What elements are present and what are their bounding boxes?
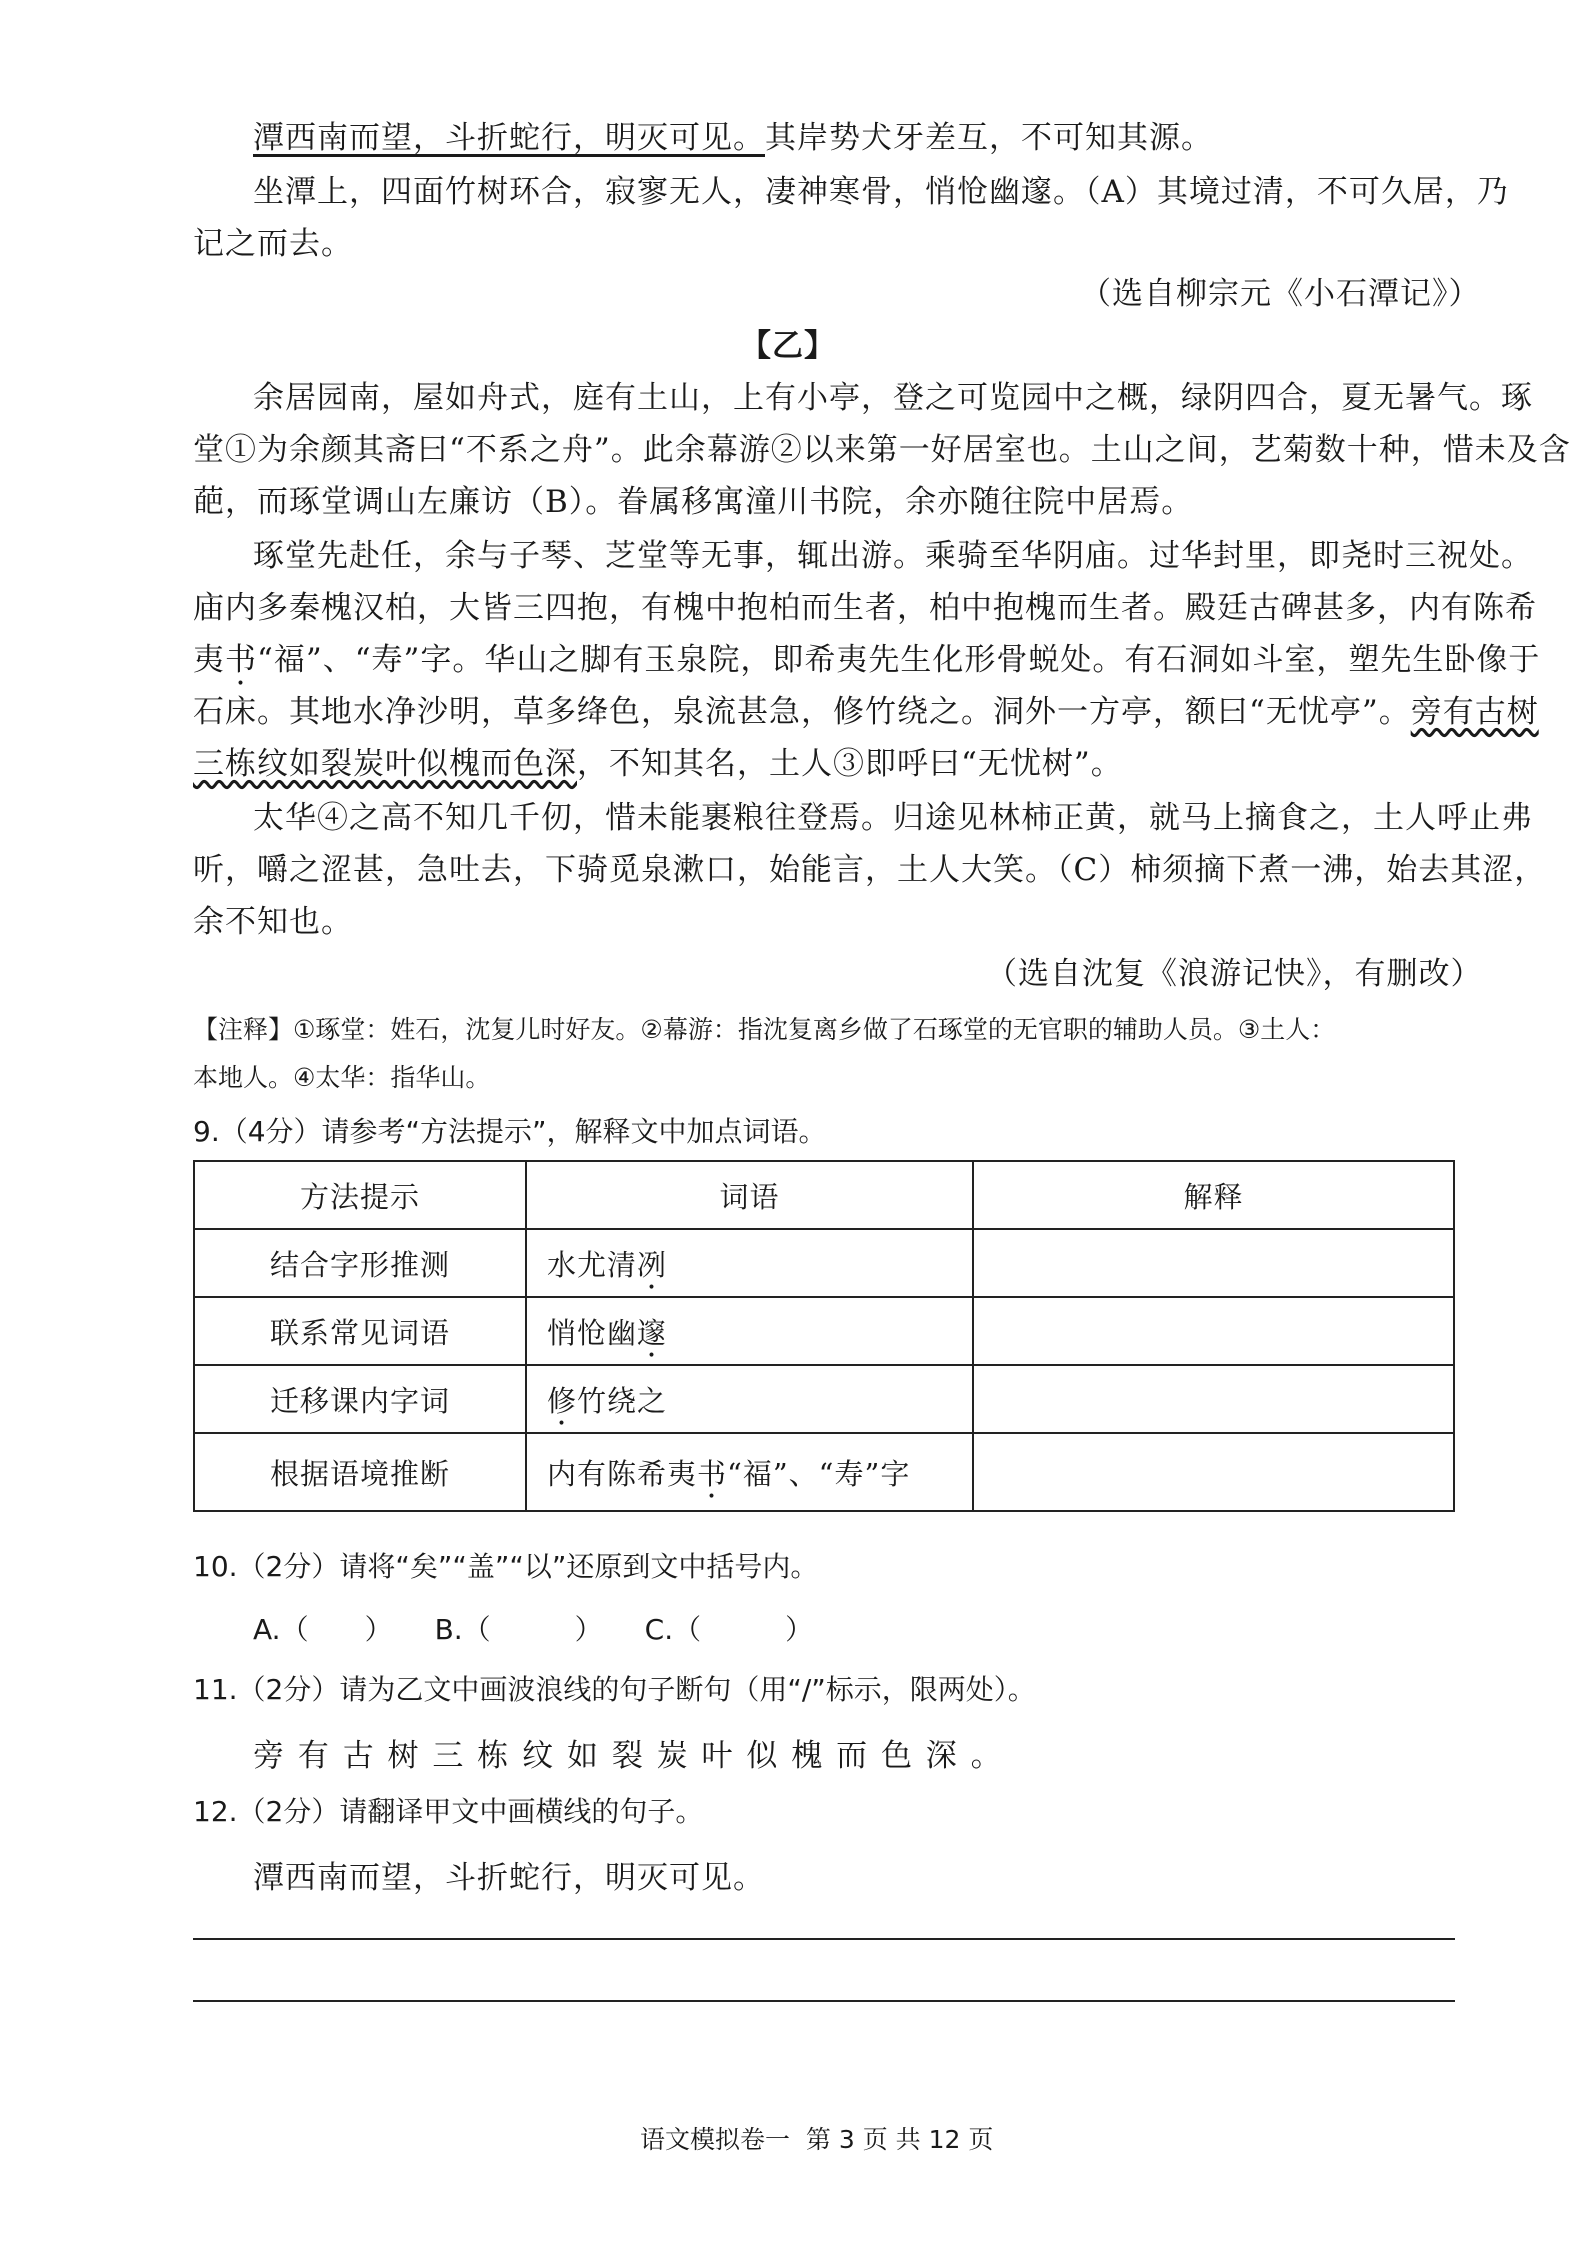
header-term: 词语 bbox=[526, 1161, 973, 1229]
yi-p2-line4 bbox=[193, 686, 1539, 731]
notes-line1: 【注释】①琢堂：姓石，沈复儿时好友。②幕游：指沈复离乡做了石琢堂的无官职的辅助人员。③土人： bbox=[193, 1015, 1336, 1044]
answer-line-1[interactable] bbox=[193, 1938, 1455, 1940]
jia-p2-line1: 坐潭上，四面竹树环合，寂寥无人，凄神寒骨，悄怆幽邃。（A）其境过清，不可久居，乃 bbox=[253, 174, 1509, 210]
term-text: 悄怆幽 bbox=[547, 1315, 638, 1350]
term-text: “福”、“寿”字 bbox=[727, 1456, 911, 1491]
answer-cell[interactable] bbox=[973, 1297, 1454, 1365]
answer-line-2[interactable] bbox=[193, 2000, 1455, 2002]
answer-cell[interactable] bbox=[973, 1229, 1454, 1297]
dotted-term: 修 bbox=[547, 1383, 578, 1418]
q10-prompt: 10.（2分）请将“矣”“盖”“以”还原到文中括号内。 bbox=[193, 1550, 819, 1583]
page-footer: 语文模拟卷一 第 3 页 共 12 页 bbox=[640, 2125, 994, 2154]
method-cell: 根据语境推断 bbox=[194, 1433, 526, 1511]
yi-text-segment: ，不知其名，土人③即呼曰“无忧树”。 bbox=[577, 746, 1123, 782]
jia-source: （选自柳宗元《小石潭记》） bbox=[1080, 276, 1481, 312]
yi-p1-line2: 堂①为余颜其斋曰“不系之舟”。此余幕游②以来第一好居室也。土山之间，艺菊数十种，惜未及含 bbox=[193, 432, 1571, 468]
yi-p1-line3: 葩，而琢堂调山左廉访（B）。眷属移寓潼川书院，余亦随往院中居焉。 bbox=[193, 484, 1194, 520]
yi-heading: 【乙】 bbox=[740, 328, 836, 364]
wavy-sentence-part1: 旁有古树 bbox=[1410, 694, 1539, 730]
wavy-sentence-part2: 三栋纹如裂炭叶似槐而色深 bbox=[193, 746, 577, 782]
q10-options: A.（ ） B.（ ） C.（ ） bbox=[253, 1613, 814, 1646]
term-text: 水尤清 bbox=[547, 1247, 638, 1282]
dotted-term: 书 bbox=[697, 1456, 728, 1491]
yi-p3-line3: 余不知也。 bbox=[193, 904, 353, 940]
yi-p3-line1: 太华④之高不知几千仞，惜未能裹粮往登焉。归途见林柿正黄，就马上摘食之，土人呼止弗 bbox=[253, 800, 1533, 836]
q9-prompt: 9.（4分）请参考“方法提示”，解释文中加点词语。 bbox=[193, 1115, 827, 1148]
jia-underlined-sentence: 潭西南而望，斗折蛇行，明灭可见。 bbox=[253, 120, 765, 156]
q12-prompt: 12.（2分）请翻译甲文中画横线的句子。 bbox=[193, 1795, 704, 1828]
term-text: 内有陈希夷 bbox=[547, 1456, 698, 1491]
yi-source: （选自沈复《浪游记快》，有删改） bbox=[986, 956, 1483, 992]
jia-p1-rest: 其岸势犬牙差互，不可知其源。 bbox=[765, 120, 1213, 156]
vocab-table bbox=[193, 1160, 1455, 1512]
yi-p2-line5 bbox=[193, 738, 1123, 783]
yi-text-segment: “福”、“寿”字。华山之脚有玉泉院，即希夷先生化形骨蜕处。有石洞如斗室，塑先生卧像于 bbox=[257, 642, 1541, 678]
yi-p2-line2: 庙内多秦槐汉柏，大皆三四抱，有槐中抱柏而生者，柏中抱槐而生者。殿廷古碑甚多，内有陈希 bbox=[193, 590, 1537, 626]
q11-sentence: 旁 有 古 树 三 栋 纹 如 裂 炭 叶 似 槐 而 色 深 。 bbox=[253, 1738, 1004, 1774]
term-cell bbox=[526, 1297, 973, 1365]
table-row bbox=[194, 1433, 1454, 1511]
dotted-term: 冽 bbox=[637, 1247, 668, 1282]
term-cell bbox=[526, 1365, 973, 1433]
term-cell bbox=[526, 1433, 973, 1511]
term-text: 竹绕之 bbox=[577, 1383, 668, 1418]
method-cell: 联系常见词语 bbox=[194, 1297, 526, 1365]
yi-p2-line3 bbox=[193, 634, 1540, 679]
table-row bbox=[194, 1365, 1454, 1433]
method-cell: 迁移课内字词 bbox=[194, 1365, 526, 1433]
yi-text-segment: 石床。其地水净沙明，草多绛色，泉流甚急，修竹绕之。洞外一方亭，额曰“无忧亭”。 bbox=[193, 694, 1411, 730]
notes-line2: 本地人。④太华：指华山。 bbox=[193, 1063, 491, 1092]
term-cell bbox=[526, 1229, 973, 1297]
dotted-word-shu: 书 bbox=[225, 642, 257, 678]
yi-p1-line1: 余居园南，屋如舟式，庭有土山，上有小亭，登之可览园中之概，绿阴四合，夏无暑气。琢 bbox=[253, 380, 1533, 416]
answer-cell[interactable] bbox=[973, 1365, 1454, 1433]
q11-prompt: 11.（2分）请为乙文中画波浪线的句子断句（用“/”标示，限两处）。 bbox=[193, 1673, 1036, 1706]
method-cell: 结合字形推测 bbox=[194, 1229, 526, 1297]
answer-cell[interactable] bbox=[973, 1433, 1454, 1511]
yi-p3-line2: 听，嚼之涩甚，急吐去，下骑觅泉漱口，始能言，土人大笑。（C）柿须摘下煮一沸，始去其涩， bbox=[193, 852, 1547, 888]
table-header-row bbox=[194, 1161, 1454, 1229]
table-row bbox=[194, 1297, 1454, 1365]
jia-paragraph-1 bbox=[253, 112, 1213, 157]
yi-p2-line1: 琢堂先赴任，余与子琴、芝堂等无事，辄出游。乘骑至华阴庙。过华封里，即尧时三祝处。 bbox=[253, 538, 1533, 574]
jia-p2-line2: 记之而去。 bbox=[193, 226, 353, 262]
header-explanation: 解释 bbox=[973, 1161, 1454, 1229]
yi-text-segment: 夷 bbox=[193, 642, 225, 678]
header-method: 方法提示 bbox=[194, 1161, 526, 1229]
q12-sentence: 潭西南而望，斗折蛇行，明灭可见。 bbox=[253, 1860, 765, 1896]
dotted-term: 邃 bbox=[637, 1315, 668, 1350]
table-row bbox=[194, 1229, 1454, 1297]
